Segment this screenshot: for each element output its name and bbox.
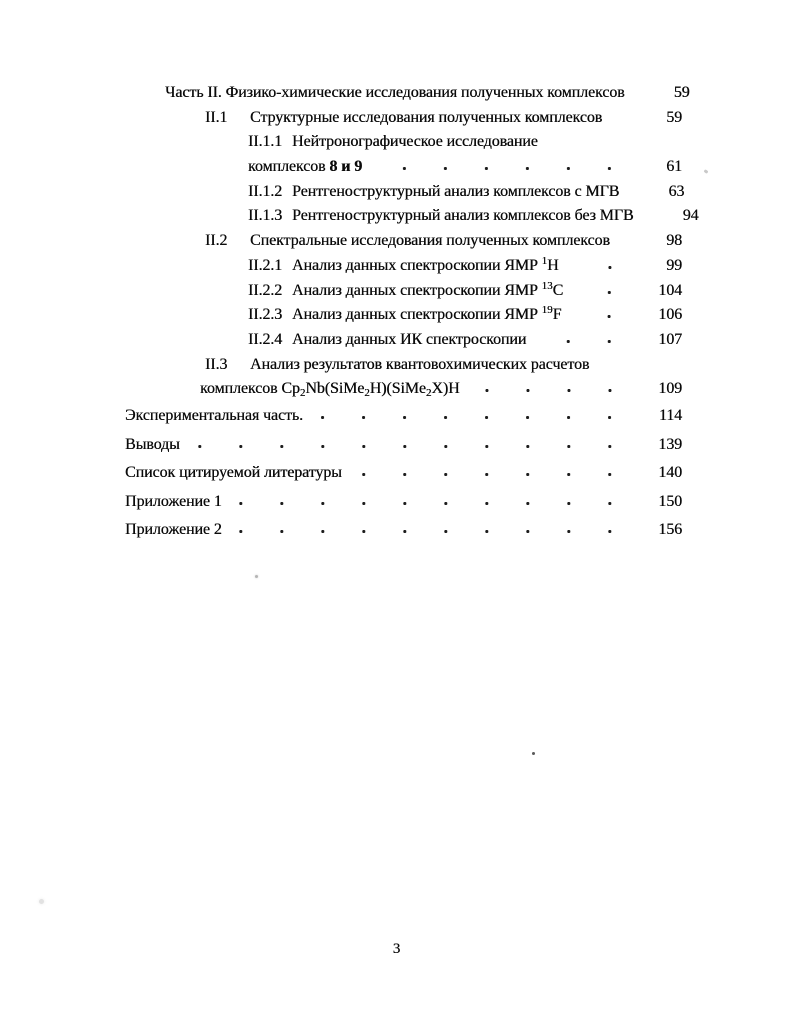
toc-entry-number: II.3 xyxy=(205,355,228,373)
toc-row xyxy=(125,81,690,106)
dot-leader xyxy=(539,339,630,344)
dot-leader xyxy=(473,388,630,393)
toc-entry-label: Спектральные исследования полученных комплексов xyxy=(250,232,610,250)
toc-entry-label: Рентгеноструктурный анализ комплексов с МГВ xyxy=(292,182,620,200)
toc-entry-label: Нейтронографическое исследование xyxy=(292,133,538,151)
toc-row xyxy=(125,353,682,378)
dot-leader xyxy=(623,240,630,245)
toc-entry-page: 106 xyxy=(658,306,682,324)
toc-row xyxy=(125,155,682,180)
dot-leader xyxy=(615,117,630,122)
toc-entry-label: комплексов Cp2Nb(SiMe2H)(SiMe2X)H xyxy=(200,380,460,400)
toc-entry-page: 109 xyxy=(658,380,682,398)
toc-entry-number: II.1.1 xyxy=(248,133,283,151)
table-of-contents xyxy=(125,81,699,545)
toc-entry-page: 61 xyxy=(666,158,682,176)
toc-row xyxy=(125,303,682,328)
scan-speck xyxy=(255,575,258,578)
dot-leader xyxy=(235,529,630,534)
toc-entry-number: II.1.2 xyxy=(248,182,283,200)
toc-entry-page: 156 xyxy=(658,521,682,539)
dot-leader xyxy=(193,444,630,449)
toc-row xyxy=(125,279,682,304)
toc-row xyxy=(125,254,682,279)
dot-leader xyxy=(235,501,630,506)
scan-speck xyxy=(704,169,709,174)
dot-leader xyxy=(375,166,630,171)
toc-entry-page: 59 xyxy=(673,84,690,101)
toc-entry-label: Анализ результатов квантовохимических расчетов xyxy=(250,355,590,373)
toc-row xyxy=(125,229,682,254)
toc-row xyxy=(125,204,699,229)
toc-entry-page: 139 xyxy=(658,435,682,453)
page-number: 3 xyxy=(392,941,401,957)
toc-row xyxy=(125,377,682,402)
toc-entry-label: Список цитируемой литературы xyxy=(125,464,342,482)
toc-row xyxy=(125,328,682,353)
dot-leader xyxy=(576,290,630,295)
toc-entry-number: II.2 xyxy=(205,232,228,250)
toc-entry-label: Часть II. Физико-химические исследования полученных комплексов xyxy=(165,84,625,101)
toc-entry-number: II.2.1 xyxy=(248,256,283,274)
toc-entry-label: Анализ данных спектроскопии ЯМР $^{19}$F xyxy=(292,304,562,324)
toc-entry-page: 140 xyxy=(658,464,682,482)
toc-entry-page: 114 xyxy=(658,406,682,424)
toc-entry-label: Приложение 1 xyxy=(125,492,222,510)
toc-entry-page: 150 xyxy=(658,492,682,510)
toc-entry-page: 107 xyxy=(658,330,682,348)
toc-entry-page: 98 xyxy=(666,232,682,250)
dot-leader xyxy=(574,314,630,319)
toc-entry-page: 99 xyxy=(666,256,682,274)
toc-entry-page: 63 xyxy=(668,182,685,200)
dot-leader xyxy=(316,415,630,420)
toc-entry-label: Экспериментальная часть. xyxy=(125,406,303,424)
toc-entry-label: Анализ данных спектроскопии ЯМР $^{13}$C xyxy=(292,279,564,299)
toc-entry-number: II.1 xyxy=(205,108,228,126)
toc-row xyxy=(125,459,682,488)
toc-entry-label: Структурные исследования полученных комплексов xyxy=(250,108,603,126)
toc-entry-label: Выводы xyxy=(125,435,180,453)
toc-entry-label: Приложение 2 xyxy=(125,521,222,539)
toc-entry-label: Анализ данных ИК спектроскопии xyxy=(292,330,527,348)
toc-entry-number: II.1.3 xyxy=(248,207,283,225)
scan-speck xyxy=(39,899,44,904)
toc-row xyxy=(125,180,685,205)
toc-entry-label: комплексов 8 и 9 xyxy=(248,158,363,176)
toc-entry-number: II.2.3 xyxy=(248,306,283,324)
dot-leader xyxy=(355,472,630,477)
toc-entry-number: II.2.4 xyxy=(248,330,283,348)
toc-row xyxy=(125,106,682,131)
toc-row xyxy=(125,516,682,545)
dot-leader xyxy=(572,265,630,270)
toc-entry-label: Рентгеноструктурный анализ комплексов без МГВ xyxy=(292,207,634,225)
toc-entry-label: Анализ данных спектроскопии ЯМР $^1$H xyxy=(292,254,559,274)
toc-entry-number: II.2.2 xyxy=(248,281,283,299)
scan-speck xyxy=(532,752,535,755)
toc-row xyxy=(125,130,682,155)
toc-row xyxy=(125,431,682,460)
toc-entry-page: 59 xyxy=(666,108,682,126)
toc-entry-page: 104 xyxy=(658,281,682,299)
toc-row xyxy=(125,402,682,431)
toc-entry-page: 94 xyxy=(682,207,699,225)
toc-row xyxy=(125,488,682,517)
